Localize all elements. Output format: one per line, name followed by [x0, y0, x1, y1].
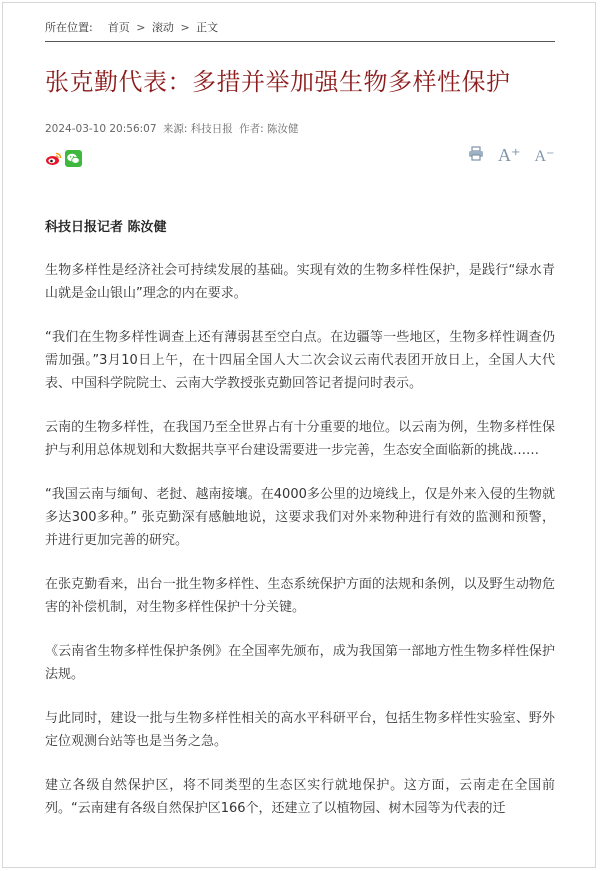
font-increase-button[interactable]: A⁺ [498, 145, 521, 165]
share-bar [45, 150, 82, 167]
wechat-icon[interactable] [65, 150, 82, 167]
printer-icon-glyph [468, 146, 484, 161]
article-paragraph: 建立各级自然保护区，将不同类型的生态区实行就地保护。这方面，云南走在全国前列。“云南建有各级自然保护区166个，还建立了以植物园、树木园等为代表的迁 [45, 778, 555, 816]
wechat-icon-glyph [65, 150, 82, 167]
article-title: 张克勤代表：多措并举加强生物多样性保护 [45, 68, 511, 96]
article-body [45, 218, 555, 841]
article-source: 来源: 科技日报 [162, 123, 233, 135]
article-paragraph: 云南的生物多样性，在我国乃至全世界占有十分重要的地位。以云南为例，生物多样性保护与利用总体规划和大数据共享平台建设需要进一步完善，生态安全面临新的挑战…… [45, 420, 555, 458]
breadcrumb-scroll-link[interactable]: 滚动 [151, 21, 174, 34]
article-paragraph: “我国云南与缅甸、老挝、越南接壤。在4000多公里的边境线上，仅是外来入侵的生物就多达300多种。” 张克勤深有感触地说，这要求我们对外来物种进行有效的监测和预警，并进行更加完善的研究。 [45, 487, 555, 548]
article-author: 作者: 陈汝健 [239, 123, 299, 135]
article-paragraph: “我们在生物多样性调查上还有薄弱甚至空白点。在边疆等一些地区，生物多样性调查仍需加强。”3月10日上午，在十四届全国人大二次会议云南代表团开放日上，全国人大代表、中国科学院院士、云南大学教授张克勤回答记者提问时表示。 [45, 330, 555, 391]
article-paragraph: 在张克勤看来，出台一批生物多样性、生态系统保护方面的法规和条例，以及野生动物危害的补偿机制，对生物多样性保护十分关键。 [45, 577, 555, 615]
breadcrumb-separator: > [136, 21, 146, 34]
article-paragraph: 生物多样性是经济社会可持续发展的基础。实现有效的生物多样性保护，是践行“绿水青山就是金山银山”理念的内在要求。 [45, 263, 555, 301]
breadcrumb-separator: > [180, 21, 190, 34]
article-byline: 科技日报记者 陈汝健 [45, 220, 167, 235]
breadcrumb [45, 19, 218, 35]
weibo-icon-glyph [45, 150, 62, 167]
article-meta [45, 121, 301, 136]
breadcrumb-home-link[interactable]: 首页 [107, 21, 130, 34]
weibo-icon[interactable] [45, 150, 62, 167]
breadcrumb-divider [45, 41, 555, 42]
article-toolbar [468, 145, 555, 166]
article-paragraph: 与此同时，建设一批与生物多样性相关的高水平科研平台，包括生物多样性实验室、野外定位观测台站等也是当务之急。 [45, 711, 555, 749]
article-paragraph: 《云南省生物多样性保护条例》在全国率先颁布，成为我国第一部地方性生物多样性保护法规。 [45, 644, 555, 682]
breadcrumb-current: 正文 [196, 21, 219, 34]
breadcrumb-prefix: 所在位置: [45, 21, 93, 34]
printer-icon[interactable] [468, 146, 484, 166]
font-decrease-button[interactable]: A⁻ [534, 147, 555, 165]
article-datetime: 2024-03-10 20:56:07 [45, 123, 157, 135]
